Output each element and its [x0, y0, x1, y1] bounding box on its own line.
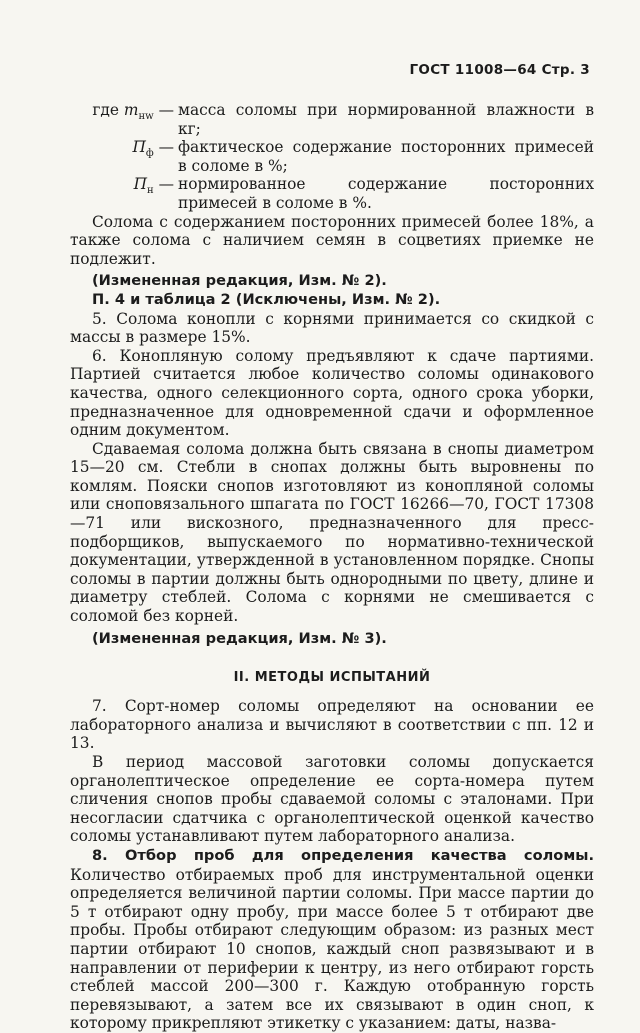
definition-text: масса соломы при нормированной влажности в кг;	[178, 101, 594, 138]
definition-symbol: где $m_{нw}$ —	[92, 101, 174, 123]
paragraph-6-continued: Сдаваемая солома должна быть связана в снопы диаметром 15—20 см. Стебли в снопах должны быть выровнены по комлям. Пояски снопов изготовляют из конопляной соломы или сноповязального шпагата по ГОСТ 16266—70, ГОСТ 17308—71 или вискозного, предназначенного для пресс-подборщиков, выпускаемого по нормативно-технической документации, утвержденной в установленном порядке. Снопы соломы в партии должны быть однородными по цвету, длине и диаметру стеблей. Солома с корнями не смешивается с соломой без корней.	[70, 439, 594, 626]
paragraph-8-text: Количество отбираемых проб для инструментальной оценки определяется величиной партии соломы. При массе партии до 5 т отбирают одну пробу, при массе более 5 т отбирают две пробы. Пробы отбирают следующим образом: из разных мест партии отбирают 10 снопов, каждый сноп развязывают и в направлении от периферии к центру, из него отбирают горсть стеблей массой 200—300 г. Каждую отобранную горсть перевязывают, а затем все их связывают в один сноп, к которому прикрепляют этикетку с указанием: даты, назва-	[70, 865, 594, 1033]
definition-pf	[70, 138, 594, 175]
page-body	[70, 101, 594, 1033]
excluded-note: П. 4 и таблица 2 (Исключены, Изм. № 2).	[92, 290, 441, 308]
definition-symbol: $П_ф$ —	[132, 138, 174, 160]
revision-note-2: (Измененная редакция, Изм. № 2).	[92, 272, 387, 290]
definition-m	[70, 101, 594, 138]
paragraph-7: 7. Сорт-номер соломы определяют на основании ее лабораторного анализа и вычисляют в соответствии с пп. 12 и 13.	[70, 697, 594, 753]
paragraph-8-title: 8. Отбор проб для определения качества соломы.	[92, 846, 594, 864]
paragraph-8	[70, 846, 594, 1033]
paragraph-6: 6. Конопляную солому предъявляют к сдаче партиями. Партией считается любое количество соломы одинакового качества, одного селекционного сорта, одного срока уборки, предназначенное для одновременной сдачи и оформленное одним документом.	[70, 346, 594, 440]
paragraph-5: 5. Солома конопли с корнями принимается со скидкой с массы в размере 15%.	[70, 309, 594, 347]
definition-pn	[70, 175, 594, 212]
page-header: ГОСТ 11008—64 Стр. 3	[409, 62, 590, 78]
revision-note-3: (Измененная редакция, Изм. № 3).	[92, 629, 387, 647]
paragraph-impurities: Солома с содержанием посторонних примесей более 18%, а также солома с наличием семян в соцветиях приемке не подлежит.	[70, 212, 594, 268]
definition-text: фактическое содержание посторонних примесей в соломе в %;	[178, 138, 594, 175]
definition-symbol: $П_н$ —	[133, 175, 174, 197]
paragraph-7-continued: В период массовой заготовки соломы допускается органолептическое определение ее сорта-номера путем сличения снопов пробы сдаваемой соломы с эталонами. При несогласии сдатчика с органолептической оценкой качество соломы устанавливают путем лабораторного анализа.	[70, 753, 594, 846]
section-heading: II. МЕТОДЫ ИСПЫТАНИЙ	[233, 670, 431, 686]
definition-text: нормированное содержание посторонних примесей в соломе в %.	[178, 175, 594, 212]
